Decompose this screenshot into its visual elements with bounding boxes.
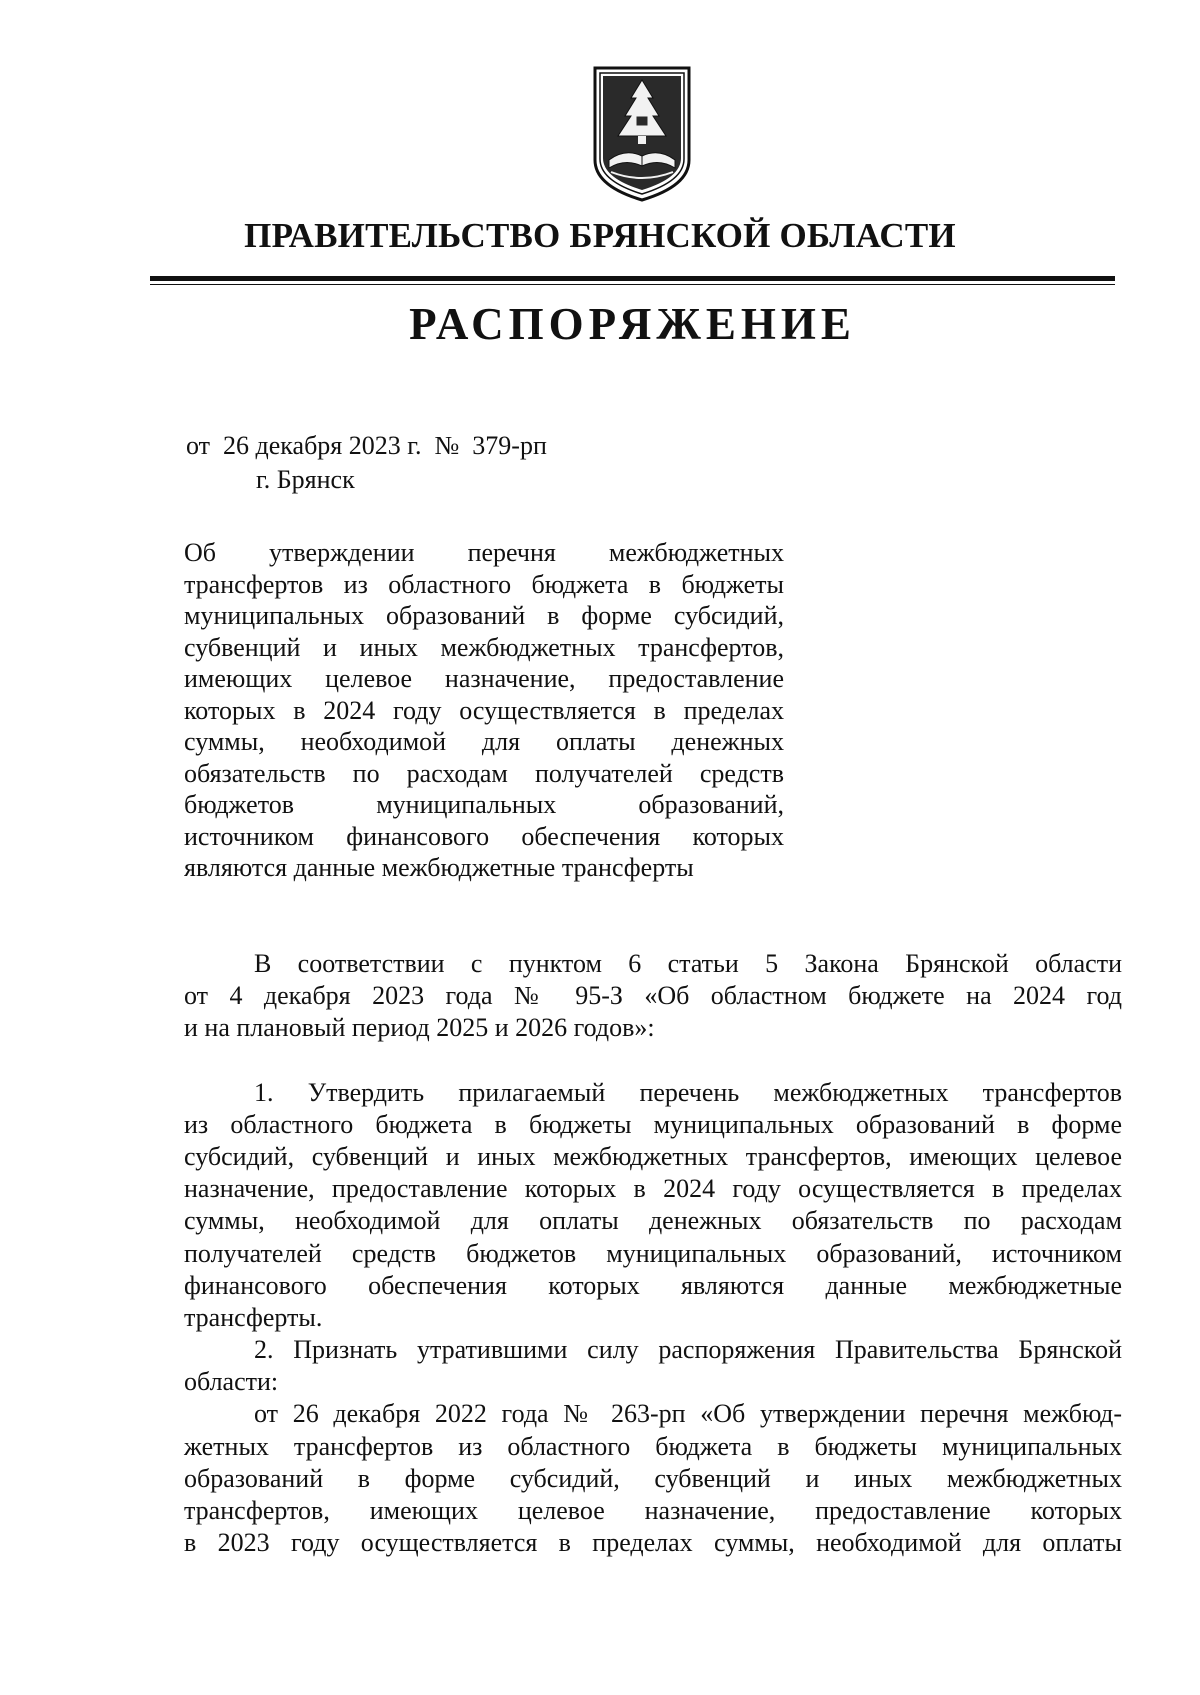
- subject-line: суммы, необходимой для оплаты денежных: [184, 727, 784, 756]
- item2a-line: образований в форме субсидий, субвенций и иных межбюджетных: [184, 1463, 1122, 1493]
- header-rule-thin: [150, 284, 1115, 285]
- item2-line: области:: [184, 1367, 279, 1397]
- item1-line: финансового обеспечения которых являются данные межбюджетные: [184, 1270, 1122, 1300]
- document-type-title: РАСПОРЯЖЕНИЕ: [409, 299, 856, 349]
- item2a-line: от 26 декабря 2022 года № 263-рп «Об утверждении перечня межбюд-: [254, 1399, 1122, 1429]
- item1-line: назначение, предоставление которых в 2024 году осуществляется в пределах: [184, 1174, 1122, 1204]
- subject-line: субвенций и иных межбюджетных трансфертов,: [184, 632, 784, 662]
- subject-line: Об утверждении перечня межбюджетных: [184, 538, 784, 567]
- item2a-line: жетных трансфертов из областного бюджета в бюджеты муниципальных: [184, 1431, 1122, 1461]
- item2a-line: в 2023 году осуществляется в пределах суммы, необходимой для оплаты: [184, 1528, 1122, 1558]
- subject-line: муниципальных образований в форме субсидий,: [184, 601, 784, 630]
- government-title: ПРАВИТЕЛЬСТВО БРЯНСКОЙ ОБЛАСТИ: [244, 216, 956, 255]
- preamble-line: В соответствии с пунктом 6 статьи 5 Закона Брянской области: [254, 949, 1122, 978]
- paragraph-gap: [184, 1045, 1122, 1077]
- item1-line: из областного бюджета в бюджеты муниципальных образований в форме: [184, 1109, 1122, 1139]
- subject-line: обязательств по расходам получателей средств: [184, 758, 784, 788]
- subject-line: источником финансового обеспечения которых: [184, 821, 784, 851]
- subject-line: бюджетов муниципальных образований,: [184, 790, 784, 819]
- body-text: [184, 948, 1122, 1559]
- date-number-line: от 26 декабря 2023 г. № 379-рп: [186, 431, 547, 460]
- item2a-line: трансфертов, имеющих целевое назначение, предоставление которых: [184, 1496, 1122, 1525]
- item2-line: 2. Признать утратившими силу распоряжения Правительства Брянской: [254, 1335, 1122, 1365]
- subject-block: [184, 537, 784, 884]
- subject-line: трансфертов из областного бюджета в бюджеты: [184, 569, 784, 599]
- city-line: г. Брянск: [256, 465, 355, 494]
- item1-line: суммы, необходимой для оплаты денежных обязательств по расходам: [184, 1206, 1122, 1236]
- header-rule-thick: [150, 276, 1115, 281]
- subject-line: являются данные межбюджетные трансферты: [184, 853, 694, 882]
- preamble-line: от 4 декабря 2023 года № 95-З «Об областном бюджете на 2024 год: [184, 981, 1122, 1011]
- item1-line: субсидий, субвенций и иных межбюджетных трансфертов, имеющих целевое: [184, 1141, 1122, 1171]
- subject-line: имеющих целевое назначение, предоставление: [184, 664, 784, 693]
- item1-line: получателей средств бюджетов муниципальных образований, источником: [184, 1238, 1122, 1268]
- preamble-line: и на плановый период 2025 и 2026 годов»:: [184, 1013, 655, 1043]
- coat-of-arms-emblem: [591, 64, 693, 204]
- item1-line: 1. Утвердить прилагаемый перечень межбюджетных трансфертов: [254, 1077, 1122, 1107]
- item1-line: трансферты.: [184, 1302, 323, 1332]
- subject-line: которых в 2024 году осуществляется в пределах: [184, 695, 784, 725]
